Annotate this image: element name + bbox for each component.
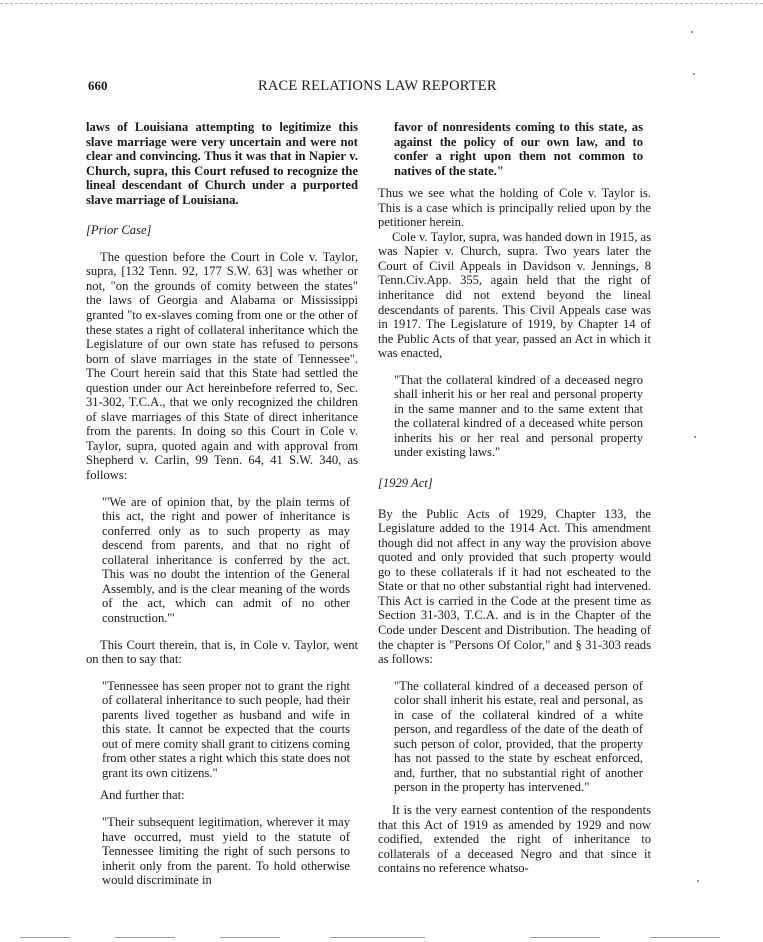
left-column — [86, 120, 358, 888]
quote-collateral-negro: "That the collateral kindred of a deceased negro shall inherit his or her real and personal property in the same manner and to the same extent that the collateral kindred of a deceased white person inherits his or her real and personal property under existing laws." — [394, 372, 643, 460]
quote-legitimation: "Their subsequent legitimation, wherever it may have occurred, must yield to the statute of Tennessee limiting the right of such persons to inherit only from the parent. To hold otherwise would discriminate in — [102, 814, 350, 888]
scan-speck — [691, 31, 693, 33]
quote-opinion: "'We are of opinion that, by the plain terms of this act, the right and power of inheritance is conferred only as to such property as may descend from parents, and that no right of collateral inheritance is conferred by the act. This was no doubt the intention of the General Assembly, and is the clear meaning of the words of the act, which can admit of no other construction.'" — [102, 494, 350, 625]
bottom-scan-rule — [650, 937, 720, 938]
running-head: RACE RELATIONS LAW REPORTER — [258, 78, 497, 94]
heading-1929-act: [1929 Act] — [378, 476, 433, 491]
top-dashed-border — [0, 3, 763, 4]
scan-speck — [697, 880, 699, 882]
paragraph-this-court: This Court therein, that is, in Cole v. Taylor, went on then to say that: — [86, 637, 358, 667]
heading-prior-case: [Prior Case] — [86, 223, 152, 238]
paragraph-earnest-contention: It is the very earnest contention of the respondents that this Act of 1919 as amended by 1929 and now codified, extended the right of inheritance to collaterals of a deceased Negro and that since it contains no reference whatso- — [378, 802, 651, 876]
quote-favor-nonresidents: favor of nonresidents coming to this state, as against the policy of our own law, and to confer a right upon them not common to natives of the state." — [394, 120, 643, 178]
quote-person-of-color: "The collateral kindred of a deceased person of color shall inherit his estate, real and personal, as in case of the collateral kindred of a white person, and regardless of the date of the death of such person of color, provided, that the property has not passed to the state by escheat enforced, and, further, that no substantial right of another person in the property has intervened." — [394, 678, 643, 795]
paragraph-opening: laws of Louisiana attempting to legitimize this slave marriage were very uncertain and were not clear and convincing. Thus it was that in Napier v. Church, supra, this Court refused to recognize the lineal descendant of Church under a purported slave marriage of Louisiana. — [86, 120, 358, 207]
paragraph-cole-v-taylor: Cole v. Taylor, supra, was handed down in 1915, as was Napier v. Church, supra. Two years later the Court of Civil Appeals in Davidson v. Jennings, 8 Tenn.Civ.App. 355, again held that the right of inheritance did not extend beyond the lineal descendants of parents. This Civil Appeals case was in 1917. The Legislature of 1919, by Chapter 14 of the Public Acts of that year, passed an Act in which it was enacted, — [378, 229, 651, 361]
right-column — [378, 120, 651, 876]
scan-speck — [694, 436, 696, 438]
bottom-scan-rule — [530, 937, 600, 938]
bottom-scan-rule — [20, 937, 70, 938]
bottom-scan-rule — [115, 937, 175, 938]
paragraph-and-further: And further that: — [100, 788, 185, 803]
page-header — [88, 78, 688, 98]
paragraph-thus: Thus we see what the holding of Cole v. Taylor is. This is a case which is principally relied upon by the petitioner herein. — [378, 186, 651, 230]
page-number: 660 — [88, 78, 108, 93]
paragraph-public-acts: By the Public Acts of 1929, Chapter 133, the Legislature added to the 1914 Act. This amendment though did not affect in any way the provision above quoted and only provided that such property would go to these collaterals if it had not escheated to the State or that no other substantial right had intervened. This Act is carried in the Code at the present time as Section 31-303, T.C.A. and is in the Chapter of the Code under Descent and Distribution. The heading of the chapter is "Persons Of Color," and § 31-303 reads as follows: — [378, 506, 651, 667]
bottom-scan-rule — [220, 937, 280, 938]
quote-tennessee: "Tennessee has seen proper not to grant the right of collateral inheritance to such people, had their parents lived together as husband and wife in this state. It cannot be expected that the courts out of mere comity shall grant to citizens coming from other states a right which this state does not grant its own citizens." — [102, 678, 350, 780]
bottom-scan-rule — [330, 937, 425, 938]
paragraph-question: The question before the Court in Cole v. Taylor, supra, [132 Tenn. 92, 177 S.W. 63] was whether or not, "on the grounds of comity between the states" the laws of Georgia and Alabama or Mississippi granted "to ex-slaves coming from one or the other of these states a right of collateral inheritance which the Legislature of our own state has refused to persons born of slave marriages in the state of Tennessee". The Court herein said that this State had settled the question under our Act hereinbefore referred to, Sec. 31-302, T.C.A., that we only recognized the children of slave marriages of this State of direct inheritance from the parents. In doing so this Court in Cole v. Taylor, supra, quoted again and with approval from Shepherd v. Carlin, 99 Tenn. 64, 41 S.W. 340, as follows: — [86, 249, 358, 483]
scan-speck — [693, 73, 695, 75]
